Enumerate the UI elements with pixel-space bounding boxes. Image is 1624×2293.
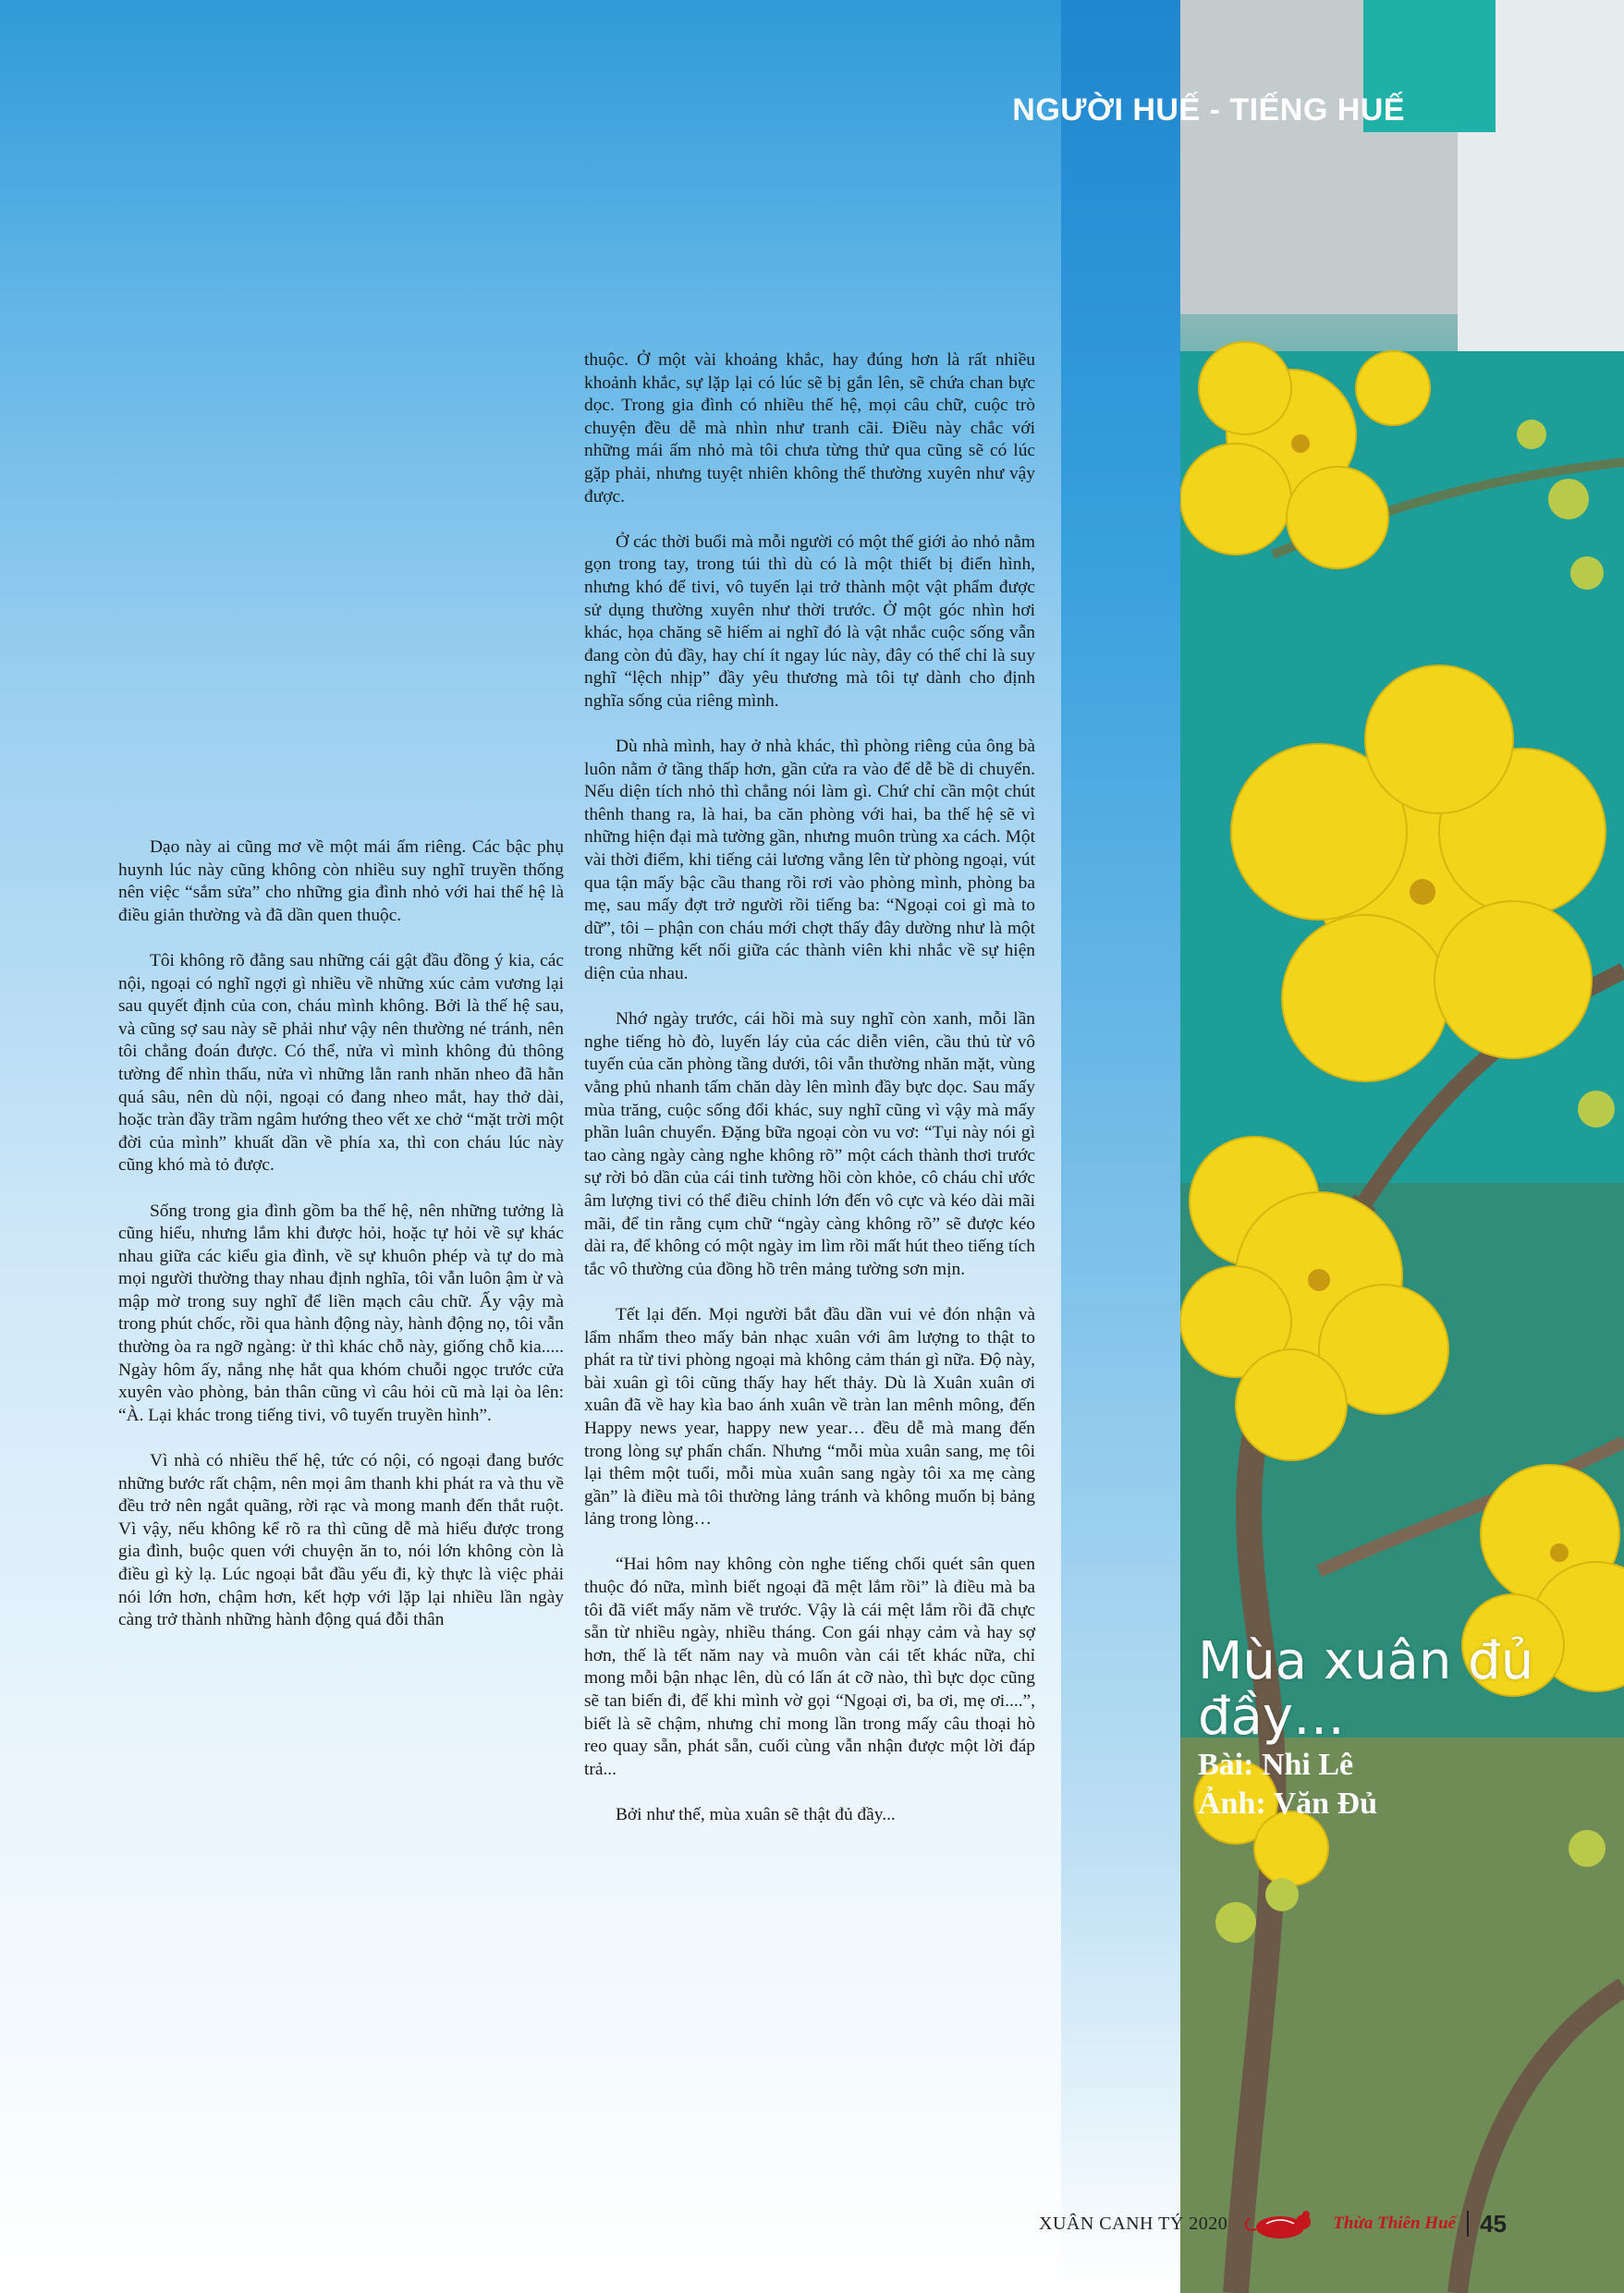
article-title: Mùa xuân đủ đầy… [1198,1631,1534,1747]
paragraph: thuộc. Ở một vài khoảng khắc, hay đúng hơn là rất nhiều khoảnh khắc, sự lặp lại có lúc sẽ bị gắn lên, sẽ chứa chan bực dọc. Trong gia đình có nhiều thế hệ, mọi câu chữ, cuộc trò chuyện đều dễ mà nhìn như tranh cãi. Điều này chắc với những mái ấm nhỏ mà tôi chưa từng thử qua cũng sẽ có lúc gặp phải, nhưng tuyệt nhiên không thể thường xuyên như vậy được. [584,350,1035,506]
paragraph: Tết lại đến. Mọi người bắt đầu dần vui vẻ đón nhận và lẩm nhẩm theo mấy bản nhạc xuân với âm lượng to thật to phát ra từ tivi phòng ngoại mà không cảm thán gì nữa. Độ này, bài xuân gì tôi cũng thấy hay hết thảy. Dù là Xuân xuân ơi xuân đã về hay kìa bao ánh xuân về tràn lan mênh mông, đến Happy news year, happy new year… đều dễ mà mang đến trong lòng sự phấn chấn. Nhưng “mỗi mùa xuân sang, mẹ tôi lại thêm một tuổi, mỗi mùa xuân sang ngày tôi xa mẹ càng gần” là điều mà tôi thường lảng tránh và không muốn bị bảng lảng trong lòng… [584,1304,1035,1530]
page-footer [1026,2205,1507,2242]
paragraph: “Hai hôm nay không còn nghe tiếng chổi quét sân quen thuộc đó nữa, mình biết ngoại đã mệt lắm rồi” là điều mà ba tôi đã viết mấy năm về trước. Vậy là cái mệt lắm rồi đã chực sẵn từ nhiều ngày, nhiều tháng. Con gái nhạy cảm và hay sợ hơn, thế là tết năm nay và muôn vàn cái tết khác nữa, chỉ mong mỗi bận nhạc lên, dù có lấn át cỡ nào, thì bực dọc cũng sẽ tan biến đi, để khi mình vờ gọi “Ngoại ơi, ba ơi, mẹ ơi....”, biết là sẽ chậm, nhưng chỉ mong lần trong mấy câu thoại hò reo quay sẵn, phát sẵn, cuối cùng vẫn nhận được một lời đáp trả... [584,1555,1035,1779]
flower-illustration [1180,0,1624,2293]
article-column-2 [584,349,1035,1849]
magazine-name: Thừa Thiên Huế [1333,2214,1457,2233]
photo-credit: Ảnh: Văn Đủ [1198,1787,1378,1821]
paragraph: Sống trong gia đình gồm ba thế hệ, nên những tưởng là cũng hiểu, nhưng lắm khi được hỏi, hoặc tự hỏi về sự khác nhau giữa các kiểu gia đình, về sự khuôn phép và tự do mà mọi người thường thay nhau định nghĩa, tôi vẫn luôn ậm ừ và mập mờ trong suy nghĩ để liền mạch câu chữ. Ấy vậy mà trong phút chốc, rồi qua hành động này, hành động nọ, tôi vẫn thường òa ra ngỡ ngàng: ừ thì khác chỗ này, giống chỗ kia..... Ngày hôm ấy, nắng nhẹ hắt qua khóm chuỗi ngọc trước cửa xuyên vào phòng, bản thân cũng vì câu hỏi cũ mà lại òa lên: “À. Lại khác trong tiếng tivi, vô tuyến truyền hình”. [118,1201,564,1425]
paragraph: Dù nhà mình, hay ở nhà khác, thì phòng riêng của ông bà luôn nằm ở tầng thấp hơn, gần cửa ra vào để dễ bề di chuyển. Nếu diện tích nhỏ thì chẳng nói làm gì. Chứ chỉ cần một chút thênh thang ra, là hai, ba căn phòng với hai, ba thế hệ sẽ vì những hiện đại mà tường gần, nhưng muôn trùng xa cách. Một vài thời điểm, khi tiếng cải lương vẳng lên từ phòng ngoại, vút qua tận mấy bậc cầu thang rồi rơi vào phòng mình, phòng ba mẹ, sau mấy đợt trở người rồi tiếng ba: “Ngoại coi gì mà to dữ”, tôi – phận con cháu mới chợt thấy đây dường như là một trong những kết nối giữa các thành viên khi nhắc về sự hiện diện của nhau. [584,737,1035,984]
article-column-1 [118,836,564,1654]
paragraph: Nhớ ngày trước, cái hồi mà suy nghĩ còn xanh, mỗi lần nghe tiếng hò đò, luyến láy của các diễn viên, cầu thủ từ vô tuyến của căn phòng tầng dưới, tôi vẫn thường nhăn mặt, vùng vằng phủ nhanh tấm chăn dày lên mình đầy bực dọc. Sau mấy mùa trăng, cuộc sống đổi khác, suy nghĩ cũng vì vậy mà mấy phần luân chuyển. Đặng bữa ngoại còn vu vơ: “Tụi này nói gì tao càng ngày càng nghe không rõ” một cách thành thơi trước sự rời bỏ dần của cái tinh tường hồi còn khỏe, cô cháu chỉ ước âm lượng tivi có thể điều chỉnh lớn đến vô cực và kéo dài mãi mãi, để tin rằng cụm chữ “ngày càng không rõ” sẽ được kéo dài ra, để không có một ngày im lìm rồi mất hút theo tiếng tích tắc vô thường của đồng hồ trên mảng tường sơn mịn. [584,1009,1035,1279]
author-credit: Bài: Nhi Lê [1198,1748,1354,1782]
paragraph: Tôi không rõ đằng sau những cái gật đầu đồng ý kia, các nội, ngoại có nghĩ ngợi gì nhiều về những xúc cảm vương lại sau quyết định của con, cháu mình không. Bởi là thế hệ sau, và cũng sợ sau này sẽ phải như vậy nên thường né tránh, nên tôi chẳng đoán được. Có thể, nửa vì mình không đủ thông tường để nhìn thấu, nửa vì những lằn ranh nhăn nheo đã hằn quá sâu, nên dù nội, ngoại có đang nheo mắt, hay thở dài, hoặc tràn đầy trầm ngâm hướng theo vết xe chở “mặt trời một đời của mình” khuất dần về phía xa, thì con cháu lúc này cũng khó mà tỏ được. [118,950,564,1176]
page-number: 45 [1480,2209,1507,2238]
paragraph: Dạo này ai cũng mơ về một mái ấm riêng. Các bậc phụ huynh lúc này cũng không còn nhiều suy nghĩ truyền thống nên việc “sắm sửa” cho những gia đình nhỏ với hai thế hệ là điều giản thường và đã dần quen thuộc. [118,837,564,925]
section-title: NGƯỜI HUẾ - TIẾNG HUẾ [1012,92,1405,128]
issue-label: XUÂN CANH TÝ 2020 [1039,2213,1228,2234]
apricot-blossom-photo [1180,0,1624,2293]
paragraph: Ở các thời buổi mà mỗi người có một thế giới ảo nhỏ nằm gọn trong tay, trong túi thì dù có là một thiết bị điển hình, nhưng khó để tivi, vô tuyến lại trở thành một vật phẩm được sử dụng thường xuyên như thời trước. Ở một góc nhìn hơi khác, họa chăng sẽ hiếm ai nghĩ đó là vật nhắc cuộc sống vẫn đang còn đủ đầy, hay chí ít ngay lúc này, đây có thể chỉ là suy nghĩ “lệch nhịp” đầy yêu thương mà tôi tự dành cho định nghĩa sống của riêng mình. [584,531,1035,711]
footer-divider [1467,2211,1469,2237]
page-gradient-band [1061,0,1180,2293]
paragraph: Bởi như thế, mùa xuân sẽ thật đủ đầy... [616,1805,896,1824]
rat-zodiac-icon [1239,2205,1322,2242]
article-caption [1198,1631,1605,1823]
paragraph: Vì nhà có nhiều thế hệ, tức có nội, có ngoại đang bước những bước rất chậm, nên mọi âm thanh khi phát ra và thu về đều trở nên ngắt quãng, rời rạc và mong manh đến thắt ruột. Vì vậy, nếu không kể rõ ra thì cũng dễ mà hiểu được trong gia đình, buộc quen với chuyện ăn to, nói lớn không còn là điều gì kỳ lạ. Lúc ngoại bắt đầu yếu đi, kỳ thực là việc phải nói lớn hơn, chậm hơn, kết hợp với lặp lại nhiều lần ngày càng trở thành những hành động quá đỗi thân [118,1451,564,1630]
